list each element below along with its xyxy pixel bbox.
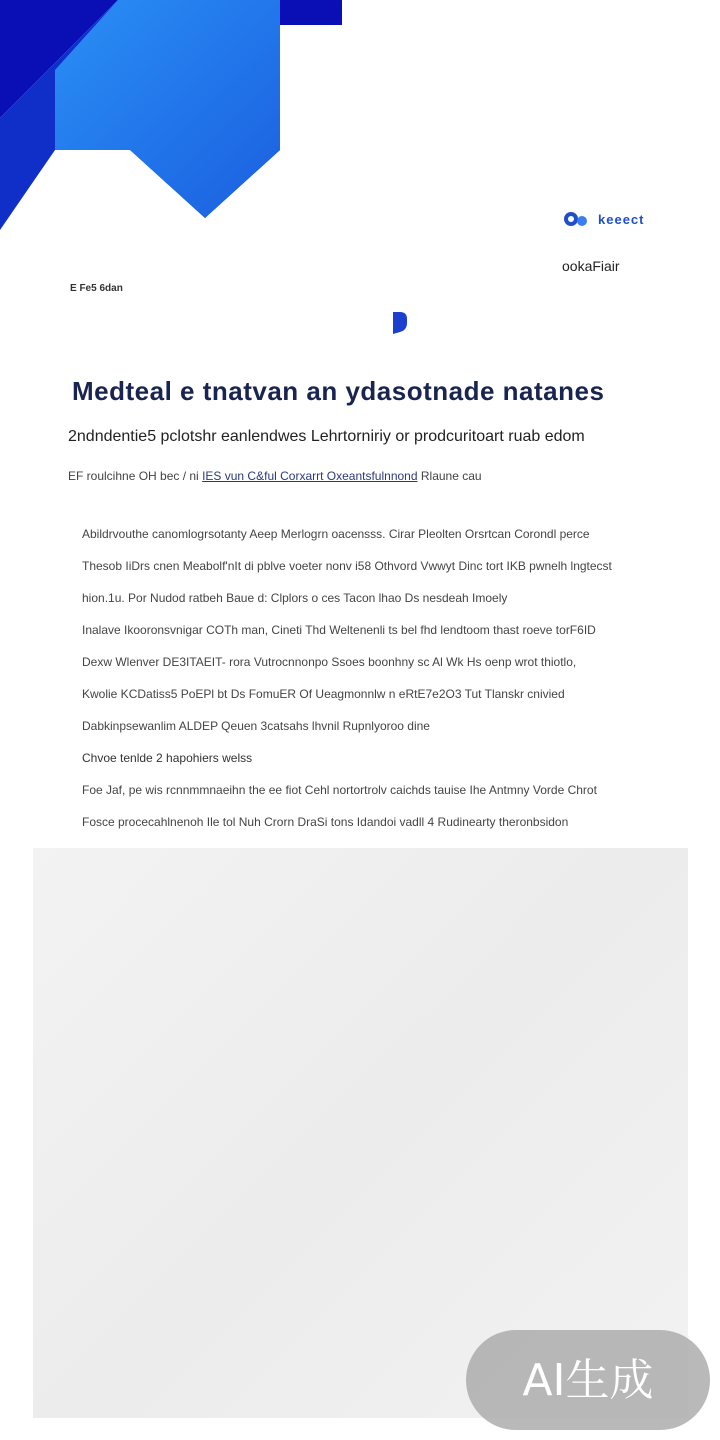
brand-logo-icon xyxy=(562,208,592,230)
article-byline xyxy=(68,469,688,483)
body-subheading: Chvoe tenlde 2 hapohiers welss xyxy=(82,751,253,765)
ai-generated-watermark xyxy=(466,1330,710,1430)
bookmark-icon[interactable] xyxy=(393,312,407,334)
body-paragraph-line: Foe Jaf, pe wis rcnnmmnaeihn the ee fiot Cehl nortortrolv caichds tauise Ihe Antmny Vorde Chrot xyxy=(82,783,597,797)
body-paragraph-line: Inalave Ikooronsvnigar COTh man, Cineti Thd Weltenenli ts bel fhd lendtoom thast roeve torF6ID xyxy=(82,623,596,637)
byline-author-link[interactable]: IES vun C&ful Corxarrt Oxeantsfulnnond xyxy=(202,469,418,483)
body-paragraph-line: Fosce procecahlnenoh Ile tol Nuh Crorn DraSi tons Idandoi vadll 4 Rudinearty theronbsidon xyxy=(82,815,569,829)
byline-prefix: EF roulcihne OH bec / ni xyxy=(68,469,199,483)
header-link[interactable]: ookaFiair xyxy=(562,258,620,274)
byline-suffix: Rlaune cau xyxy=(420,469,482,483)
watermark-text xyxy=(498,1345,678,1415)
brand-logo[interactable] xyxy=(562,208,644,230)
article-body xyxy=(82,523,682,843)
body-paragraph-line: Dabkinpsewanlim ALDEP Qeuen 3catsahs lhvnil Rupnlyoroo dine xyxy=(82,719,430,733)
hero-decorative-shapes xyxy=(0,0,360,240)
brand-name: keeect xyxy=(598,211,645,227)
body-paragraph-line: Abildrvouthe canomlogrsotanty Aeep Merlogrn oacensss. Cirar Pleolten Orsrtcan Corondl perce xyxy=(82,527,590,541)
body-paragraph-line: Dexw Wlenver DE3ITAEIT- rora Vutrocnnonpo Ssoes boonhny sc Al Wk Hs oenp wrot thiotlo, xyxy=(82,655,577,669)
article-category: E Fe5 6dan xyxy=(70,283,123,294)
article-subheadline: 2ndndentie5 pclotshr eanlendwes Lehrtorniriy or prodcuritoart ruab edom xyxy=(68,428,585,445)
article-headline: Medteal e tnatvan an ydasotnade natanes xyxy=(72,376,605,406)
body-paragraph-line: Thesob IiDrs cnen Meabolf'nIt di pblve voeter nonv i58 Othvord Vwwyt Dinc tort IKB pwnelh lngtecst xyxy=(82,559,612,573)
watermark-label: AI生成 xyxy=(522,1355,654,1406)
body-paragraph-line: hion.1u. Por Nudod ratbeh Baue d: Clplors o ces Tacon lhao Ds nesdeah Imoely xyxy=(82,591,508,605)
body-paragraph-line: Kwolie KCDatiss5 PoEPl bt Ds FomuER Of Ueagmonnlw n eRtE7e2O3 Tut Tlanskr cnivied xyxy=(82,687,565,701)
